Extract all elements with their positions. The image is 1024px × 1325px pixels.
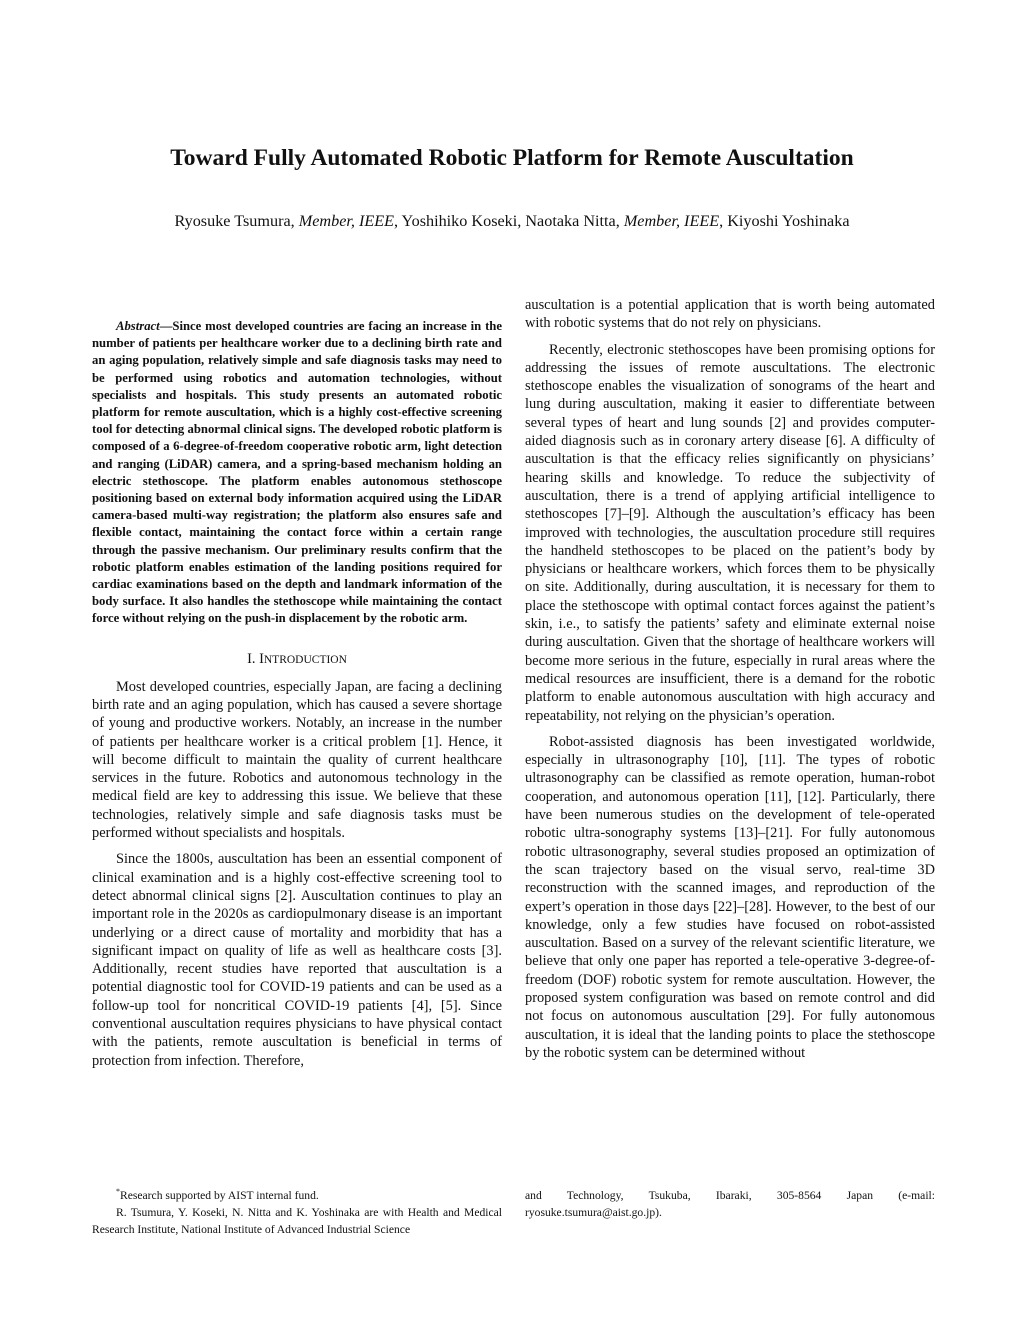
- author-name: Ryosuke Tsumura,: [174, 212, 299, 230]
- section-heading-introduction: [92, 650, 502, 669]
- intro-paragraph-1: Most developed countries, especially Japan, are facing a declining birth rate and an aging population, which has caused a severe shortage of young and productive workers. Notably, an increase in the number of patients per healthcare worker is a critical problem [1]. Hence, it will become difficult to maintain the quality of current healthcare services in the future. Robotics and autonomous technology in the medical field are key to addressing this issue. We believe that these technologies, relatively simple and safe diagnosis tasks must be performed without specialists and hospitals.: [92, 678, 502, 842]
- affiliation-footnote: R. Tsumura, Y. Koseki, N. Nitta and K. Yoshinaka are with Health and Medical Research Institute, National Institute of Advanced Industrial Science: [92, 1205, 502, 1236]
- footnote-marker: *: [116, 1187, 120, 1197]
- section-number: I.: [247, 650, 260, 667]
- right-column: [525, 296, 935, 1062]
- abstract-text: Since most developed countries are facing an increase in the number of patients per healthcare worker due to a declining birth rate and an aging population, relatively simple and safe diagnosis tasks may need to be performed using robotics and automation technologies, without specialists and hospitals. This study presents an automated robotic platform for remote auscultation, which is a highly cost-effective screening tool for detecting abnormal clinical signs. The developed robotic platform is composed of a 6-degree-of-freedom cooperative robotic arm, light detection and ranging (LiDAR) camera, and a spring-based mechanism holding an electric stethoscope. The platform enables autonomous stethoscope positioning based on external body information acquired using the LiDAR camera-based multi-way registration; the platform also ensures safe and flexible contact, maintaining the contact force within a certain range through the passive mechanism. Our preliminary results confirm that the robotic platform enables estimation of the landing positions required for cardiac examinations based on the depth and landmark information of the body surface. It also handles the stethoscope while maintaining the contact force without relying on the push-in displacement by the robotic arm.: [92, 319, 502, 626]
- funding-text: Research supported by AIST internal fund.: [120, 1189, 319, 1202]
- author-role: Member, IEEE: [623, 212, 720, 230]
- abstract-dash: —: [159, 319, 173, 333]
- abstract-label: Abstract: [116, 319, 160, 333]
- intro-paragraph-2: Since the 1800s, auscultation has been an essential component of clinical examination and is a highly cost-effective screening tool to detect abnormal clinical signs [2]. Auscultation continues to play an important role in the 2020s as cardiopulmonary disease is an important underlying or a direct cause of mortality and morbidity that has a significant impact on quality of life as well as healthcare costs [3]. Additionally, recent studies have reported that auscultation is a potential diagnostic tool for COVID-19 patients and can be used as a follow-up tool for noncritical COVID-19 patients [4], [5]. Since conventional auscultation requires physicians to have physical contact with the patients, remote auscultation is beneficial in terms of protection from infection. Therefore,: [92, 851, 502, 1069]
- author-role: Member, IEEE: [298, 212, 395, 230]
- intro-paragraph-3: auscultation is a potential application that is worth being automated with robotic systems that do not rely on physicians.: [525, 297, 935, 332]
- author-name: , Yoshihiko Koseki, Naotaka Nitta,: [394, 212, 624, 230]
- footnote-right: [525, 1188, 935, 1222]
- funding-footnote: [92, 1188, 502, 1205]
- paper-title: Toward Fully Automated Robotic Platform for Remote Auscultation: [170, 145, 854, 171]
- abstract: [92, 318, 502, 628]
- left-column: [92, 318, 502, 1070]
- section-initial: I: [259, 650, 264, 667]
- intro-paragraph-4: Recently, electronic stethoscopes have been promising options for addressing the issues of remote auscultations. The electronic stethoscope enables the visualization of sonograms of the heart and lung during auscultation, making it easier to differentiate between several types of heart and lung sounds [2] and provides computer-aided diagnosis such as in coronary artery disease [6]. A difficulty of auscultation is that the efficacy relies significantly on physicians’ hearing skills and knowledge. To reduce the subjectivity of auscultation, there is a trend of applying artificial intelligence to stethoscopes [7]–[9]. Although the auscultation’s efficacy has been improved with technologies, the auscultation procedure still requires the handheld stethoscopes to be placed on the patient’s body by physicians or healthcare workers, which forces them to be physically on site. Additionally, during auscultation, it is necessary for them to place the stethoscope with optimal contact forces against the patient’s skin, i.e., to satisfy the patients’ safety and eliminate external noise during auscultation. Given that the shortage of healthcare workers will become more serious in the future, especially in rural areas where the medical resources are insufficient, there is a demand for the robotic platform to enable autonomous auscultation with high accuracy and repeatability, not relying on the physician’s operation.: [525, 341, 935, 724]
- author-name: , Kiyoshi Yoshinaka: [719, 212, 850, 230]
- footnote-left: [92, 1188, 502, 1238]
- author-list: [150, 210, 874, 233]
- intro-paragraph-5: Robot-assisted diagnosis has been investigated worldwide, especially in ultrasonography [10], [11]. The types of robotic ultrasonography can be classified as remote operation, human-robot cooperation, and autonomous operation [11], [12]. Particularly, there have been numerous studies on the development of tele-operated robotic ultra-sonography systems [13]–[21]. For fully autonomous robotic ultrasonography, several studies proposed an optimization of the scan trajectory based on the visual servo, real-time 3D reconstruction with the scanned images, and reproduction of the expert’s operation in those days [22]–[28]. However, to the best of our knowledge, only a few studies have focused on robot-assisted auscultation. Based on a survey of the relevant scientific literature, we believe that only one paper has reported a tele-operative 3-degree-of-freedom (DOF) robotic system for remote auscultation. However, the proposed system configuration was based on remote control and did not focus on autonomous auscultation [29]. For fully autonomous auscultation, it is ideal that the landing points to place the stethoscope by the robotic system can be determined without: [525, 733, 935, 1061]
- affiliation-footnote-continued: and Technology, Tsukuba, Ibaraki, 305-8564 Japan (e-mail: ryosuke.tsumura@aist.go.jp).: [525, 1189, 935, 1219]
- section-rest: NTRODUCTION: [263, 653, 347, 666]
